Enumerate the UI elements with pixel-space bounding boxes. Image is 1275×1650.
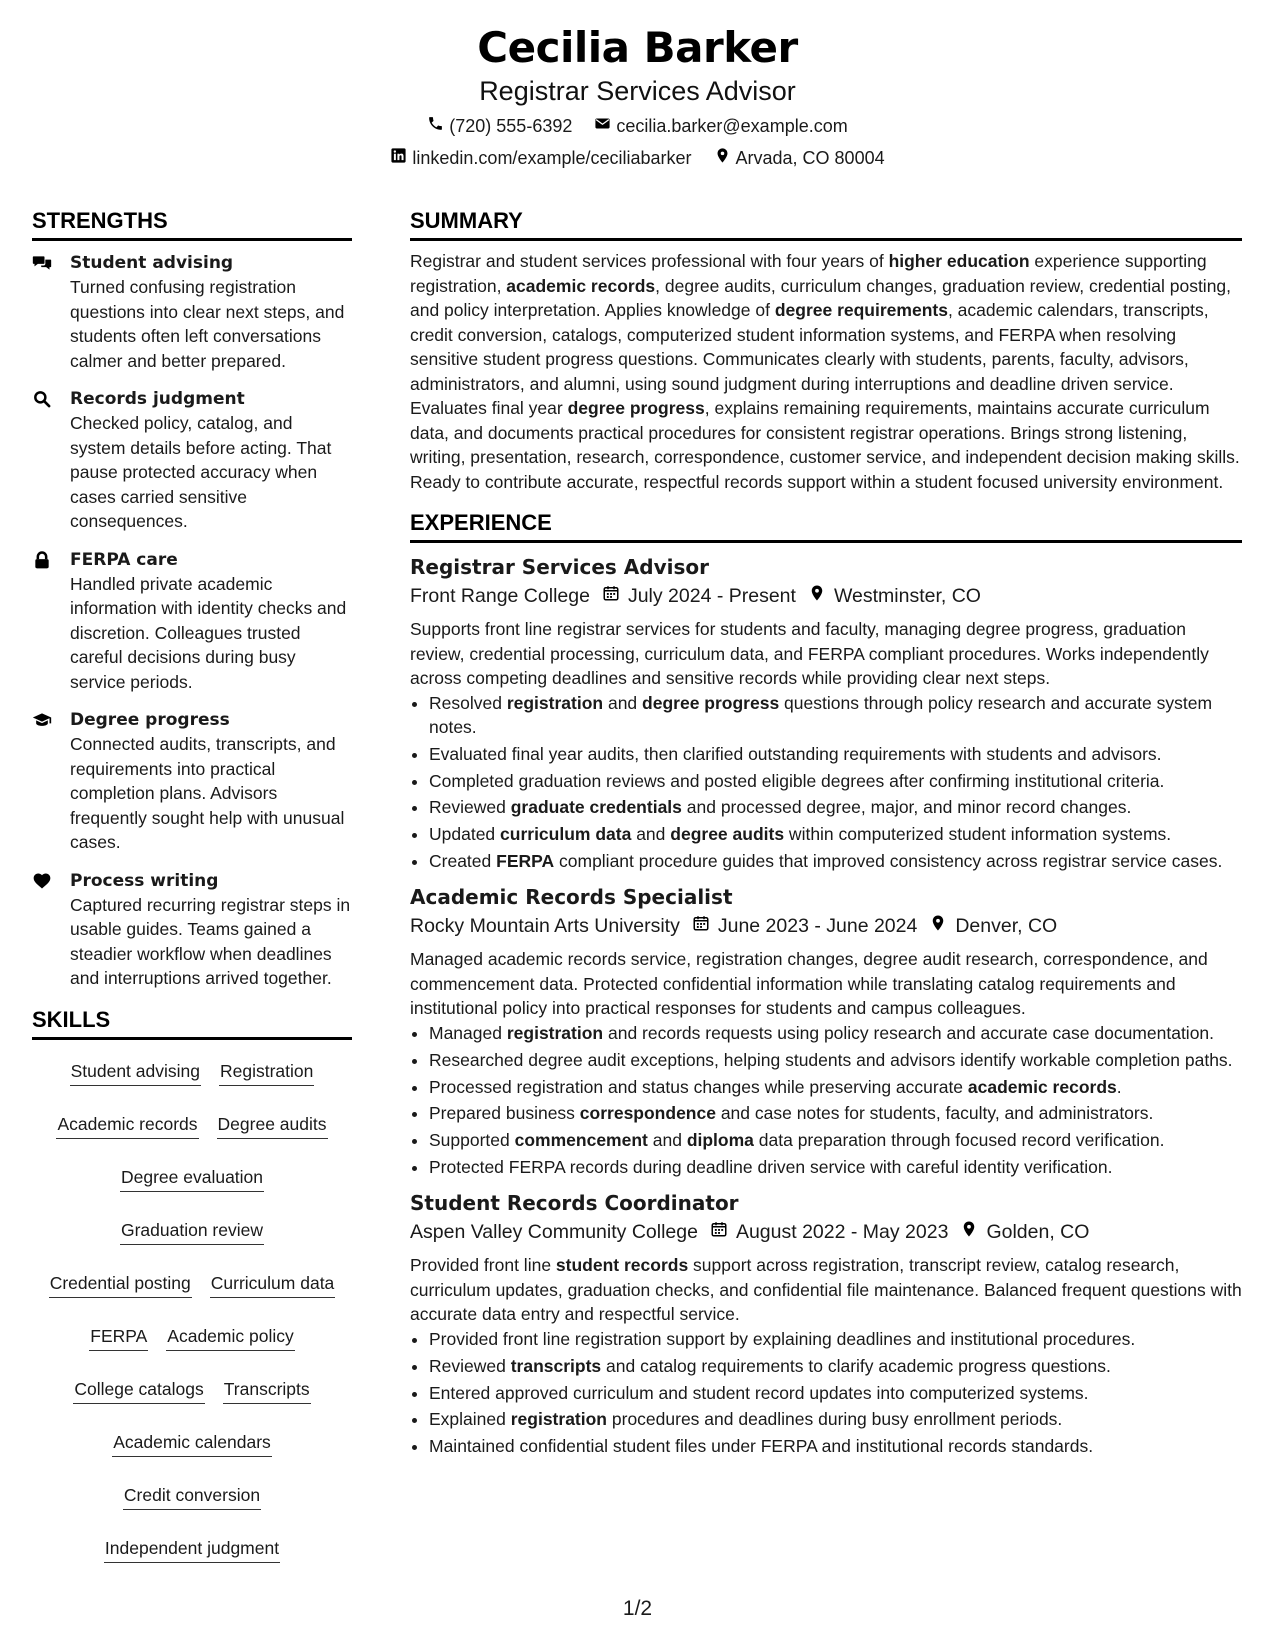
skill-tag: Degree evaluation — [120, 1166, 264, 1192]
map-pin-icon — [808, 581, 826, 611]
strength-item — [32, 387, 352, 534]
job-bullet: • Protected FERPA records during deadline driven service with careful identity verification. — [429, 1155, 1242, 1180]
contact-row-1 — [0, 114, 1275, 138]
bold-keyword: registration — [506, 692, 604, 713]
job-bullet: • Reviewed graduate credentials and processed degree, major, and minor record changes. — [429, 795, 1242, 820]
job-dates-text: July 2024 - Present — [627, 585, 796, 607]
linkedin-contact — [390, 146, 691, 170]
strength-desc: Connected audits, transcripts, and requirements into practical completion plans. Advisors frequently sought help with unusual cases. — [70, 734, 345, 852]
contact-row-2 — [0, 146, 1275, 170]
skill-tag: Credential posting — [49, 1272, 192, 1298]
job-title: Registrar Services Advisor — [410, 555, 709, 579]
job-meta — [410, 911, 1242, 941]
job-dates — [710, 1217, 948, 1247]
skills-heading: SKILLS — [32, 1005, 352, 1040]
job-bullet: • Evaluated final year audits, then clarified outstanding requirements with students and advisors. — [429, 742, 1242, 767]
skill-tag: Registration — [219, 1060, 314, 1086]
job-bullet: • Provided front line registration support by explaining deadlines and institutional procedures. — [429, 1327, 1242, 1352]
job-bullet: • Reviewed transcripts and catalog requirements to clarify academic progress questions. — [429, 1354, 1242, 1379]
strength-title: Degree progress — [70, 710, 230, 730]
page-number: 1/2 — [622, 1597, 653, 1620]
job-meta — [410, 1217, 1242, 1247]
bold-keyword: FERPA — [496, 850, 555, 871]
map-pin-icon — [960, 1217, 978, 1247]
skill-tag: Credit conversion — [123, 1484, 261, 1510]
skills-section — [32, 1005, 352, 1582]
job-dates — [692, 911, 918, 941]
resume-header — [0, 22, 1275, 170]
bold-keyword: commencement — [514, 1130, 648, 1151]
job-bullet: • Resolved registration and degree progress questions through policy research and accurate system notes. — [429, 691, 1242, 740]
strength-title: Process writing — [70, 870, 219, 891]
skill-row — [32, 1317, 352, 1370]
strength-item — [32, 708, 352, 855]
candidate-title: Registrar Services Advisor — [479, 76, 796, 106]
job-description: Supports front line registrar services for students and faculty, managing degree progress, graduation review, credential processing, curriculum data, and FERPA compliant procedures. Works independently across competing deadlines and sensitive records while providing clear next steps. — [410, 619, 1209, 688]
map-pin-icon — [929, 911, 947, 941]
bold-keyword: academic records — [967, 1076, 1117, 1097]
job-company: Front Range College — [410, 585, 590, 607]
phone-contact — [427, 114, 572, 138]
job-meta — [410, 581, 1242, 611]
strengths-list — [32, 251, 352, 991]
bold-keyword: registration — [506, 1022, 604, 1043]
email-text[interactable]: cecilia.barker@example.com — [616, 116, 848, 136]
bold-keyword: diploma — [686, 1130, 754, 1151]
experience-heading: EXPERIENCE — [410, 508, 1242, 543]
skill-tag: Degree audits — [217, 1113, 328, 1139]
skills-list — [32, 1052, 352, 1582]
job-company: Rocky Mountain Arts University — [410, 915, 680, 938]
job-bullets — [410, 691, 1242, 874]
bold-keyword: degree progress — [567, 398, 705, 418]
skill-row — [32, 1529, 352, 1582]
strength-title: Student advising — [70, 253, 234, 273]
strength-item — [32, 251, 352, 373]
job-bullet: • Maintained confidential student files under FERPA and institutional records standards. — [429, 1434, 1242, 1459]
linkedin-icon — [390, 146, 407, 170]
job-company: Aspen Valley Community College — [410, 1221, 698, 1244]
strength-item — [32, 869, 352, 991]
job-title: Student Records Coordinator — [410, 1191, 739, 1216]
skill-row — [32, 1158, 352, 1211]
right-column — [410, 206, 1242, 1461]
strength-desc: Checked policy, catalog, and system details before acting. That pause protected accuracy when cases carried sensitive consequences. — [70, 413, 332, 531]
job-bullets — [410, 1327, 1242, 1459]
skill-tag: Curriculum data — [210, 1272, 336, 1298]
skill-row — [32, 1476, 352, 1529]
map-pin-icon — [714, 146, 731, 170]
skill-tag: Independent judgment — [104, 1537, 280, 1563]
experience-section — [410, 508, 1242, 1459]
envelope-icon — [594, 114, 611, 138]
strength-desc: Handled private academic information with identity checks and discretion. Colleagues trusted careful decisions during busy service periods. — [70, 573, 347, 692]
calendar-icon — [710, 1217, 728, 1247]
skill-tag: Academic calendars — [112, 1431, 272, 1457]
skill-row — [32, 1052, 352, 1105]
bold-keyword: curriculum data — [500, 824, 632, 845]
skill-row — [32, 1211, 352, 1264]
phone-icon — [427, 114, 444, 138]
phone-text[interactable]: (720) 555-6392 — [449, 116, 573, 136]
job-bullet: • Prepared business correspondence and case notes for students, faculty, and administrators. — [429, 1101, 1242, 1126]
job-location-text: Golden, CO — [986, 1221, 1090, 1244]
bold-keyword: academic records — [506, 275, 656, 296]
job-description: Provided front line student records support across registration, transcript review, catalog research, curriculum updates, graduation checks, and confidential file maintenance. Balanced frequent questions with accurate data entry and respectful service. — [410, 1255, 1242, 1325]
heart-icon — [32, 869, 70, 991]
job-dates — [602, 581, 796, 611]
job-entry — [410, 1189, 1242, 1458]
skill-row — [32, 1423, 352, 1476]
job-bullet: • Researched degree audit exceptions, helping students and advisors identify workable completion paths. — [429, 1048, 1242, 1073]
skill-row — [32, 1264, 352, 1317]
calendar-icon — [602, 581, 620, 611]
bold-keyword: registration — [510, 1409, 608, 1430]
strengths-heading: STRENGTHS — [32, 206, 352, 241]
strength-title: Records judgment — [70, 389, 245, 409]
job-title: Academic Records Specialist — [410, 885, 733, 910]
jobs-list — [410, 553, 1242, 1459]
bold-keyword: correspondence — [579, 1103, 716, 1124]
job-bullet: • Completed graduation reviews and posted eligible degrees after confirming institutional criteria. — [429, 769, 1242, 794]
calendar-icon — [692, 911, 710, 941]
strength-desc: Captured recurring registrar steps in usable guides. Teams gained a steadier workflow when deadlines and interruptions arrived together. — [70, 894, 351, 988]
summary-text: Registrar and student services professional with four years of higher education experience supporting registration, academic records, degree audits, curriculum changes, graduation review, credential posting, and policy interpretation. Applies knowledge of degree requirements, academic calendars, transcripts, credit conversion, catalogs, computerized student information systems, and FERPA when resolving sensitive student progress questions. Communicates clearly with students, parents, faculty, advisors, administrators, and alumni, using sound judgment during interruptions and deadline driven service. Evaluates final year degree progress, explains remaining requirements, maintains accurate curriculum data, and documents practical procedures for consistent registrar operations. Brings strong listening, writing, presentation, research, correspondence, customer service, and independent decision making skills. Ready to contribute accurate, respectful records support within a student focused university environment. — [410, 251, 1240, 492]
job-bullet: • Supported commencement and diploma data preparation through focused record verification. — [429, 1128, 1242, 1153]
candidate-name: Cecilia Barker — [477, 23, 798, 72]
job-bullet: • Managed registration and records requests using policy research and accurate case documentation. — [429, 1021, 1242, 1046]
job-bullet: • Updated curriculum data and degree audits within computerized student information systems. — [429, 822, 1242, 847]
job-location — [929, 911, 1057, 941]
job-description: Managed academic records service, registration changes, degree audit research, correspondence, and commencement data. Protected confidential information while translating catalog requirements and institutional policy into practical responses for students and campus colleagues. — [410, 949, 1208, 1019]
search-icon — [32, 387, 70, 534]
job-entry — [410, 883, 1242, 1179]
bold-keyword: higher education — [888, 251, 1030, 271]
bold-keyword: student records — [555, 1255, 689, 1276]
bold-keyword: degree audits — [670, 824, 785, 845]
bold-keyword: graduate credentials — [510, 797, 682, 818]
job-bullet: • Processed registration and status changes while preserving accurate academic records. — [429, 1075, 1242, 1100]
bold-keyword: transcripts — [510, 1355, 602, 1376]
job-bullet: • Created FERPA compliant procedure guides that improved consistency across registrar service cases. — [429, 849, 1242, 874]
job-bullet: • Explained registration procedures and deadlines during busy enrollment periods. — [429, 1407, 1242, 1432]
skill-tag: Graduation review — [120, 1219, 264, 1245]
job-location — [960, 1217, 1089, 1247]
skill-row — [32, 1105, 352, 1158]
location-text: Arvada, CO 80004 — [735, 148, 885, 168]
linkedin-text[interactable]: linkedin.com/example/ceciliabarker — [412, 148, 692, 168]
strength-title: FERPA care — [70, 549, 178, 570]
skill-tag: College catalogs — [73, 1378, 204, 1404]
skill-tag: Student advising — [70, 1060, 201, 1086]
job-dates-text: August 2022 - May 2023 — [735, 1221, 949, 1244]
skill-tag: Transcripts — [223, 1378, 311, 1404]
job-location-text: Westminster, CO — [833, 585, 981, 607]
location-contact — [714, 146, 885, 170]
strength-item — [32, 548, 352, 695]
skill-tag: Academic policy — [166, 1325, 294, 1351]
left-column — [32, 206, 352, 1582]
strength-desc: Turned confusing registration questions into clear next steps, and students often left conversations calmer and better prepared. — [70, 277, 345, 371]
bold-keyword: degree progress — [642, 692, 780, 713]
job-location-text: Denver, CO — [955, 915, 1058, 938]
job-dates-text: June 2023 - June 2024 — [717, 915, 918, 938]
lock-icon — [32, 548, 70, 695]
job-bullet: • Entered approved curriculum and student record updates into computerized systems. — [429, 1381, 1242, 1406]
skill-row — [32, 1370, 352, 1423]
job-bullets — [410, 1021, 1242, 1179]
job-location — [808, 581, 981, 611]
graduation-cap-icon — [32, 708, 70, 855]
job-entry — [410, 553, 1242, 873]
bold-keyword: degree requirements — [774, 300, 948, 320]
email-contact — [594, 114, 847, 138]
skill-tag: Academic records — [56, 1113, 198, 1139]
summary-heading: SUMMARY — [410, 206, 1242, 241]
skill-tag: FERPA — [89, 1325, 148, 1351]
chat-bubbles-icon — [32, 251, 70, 373]
